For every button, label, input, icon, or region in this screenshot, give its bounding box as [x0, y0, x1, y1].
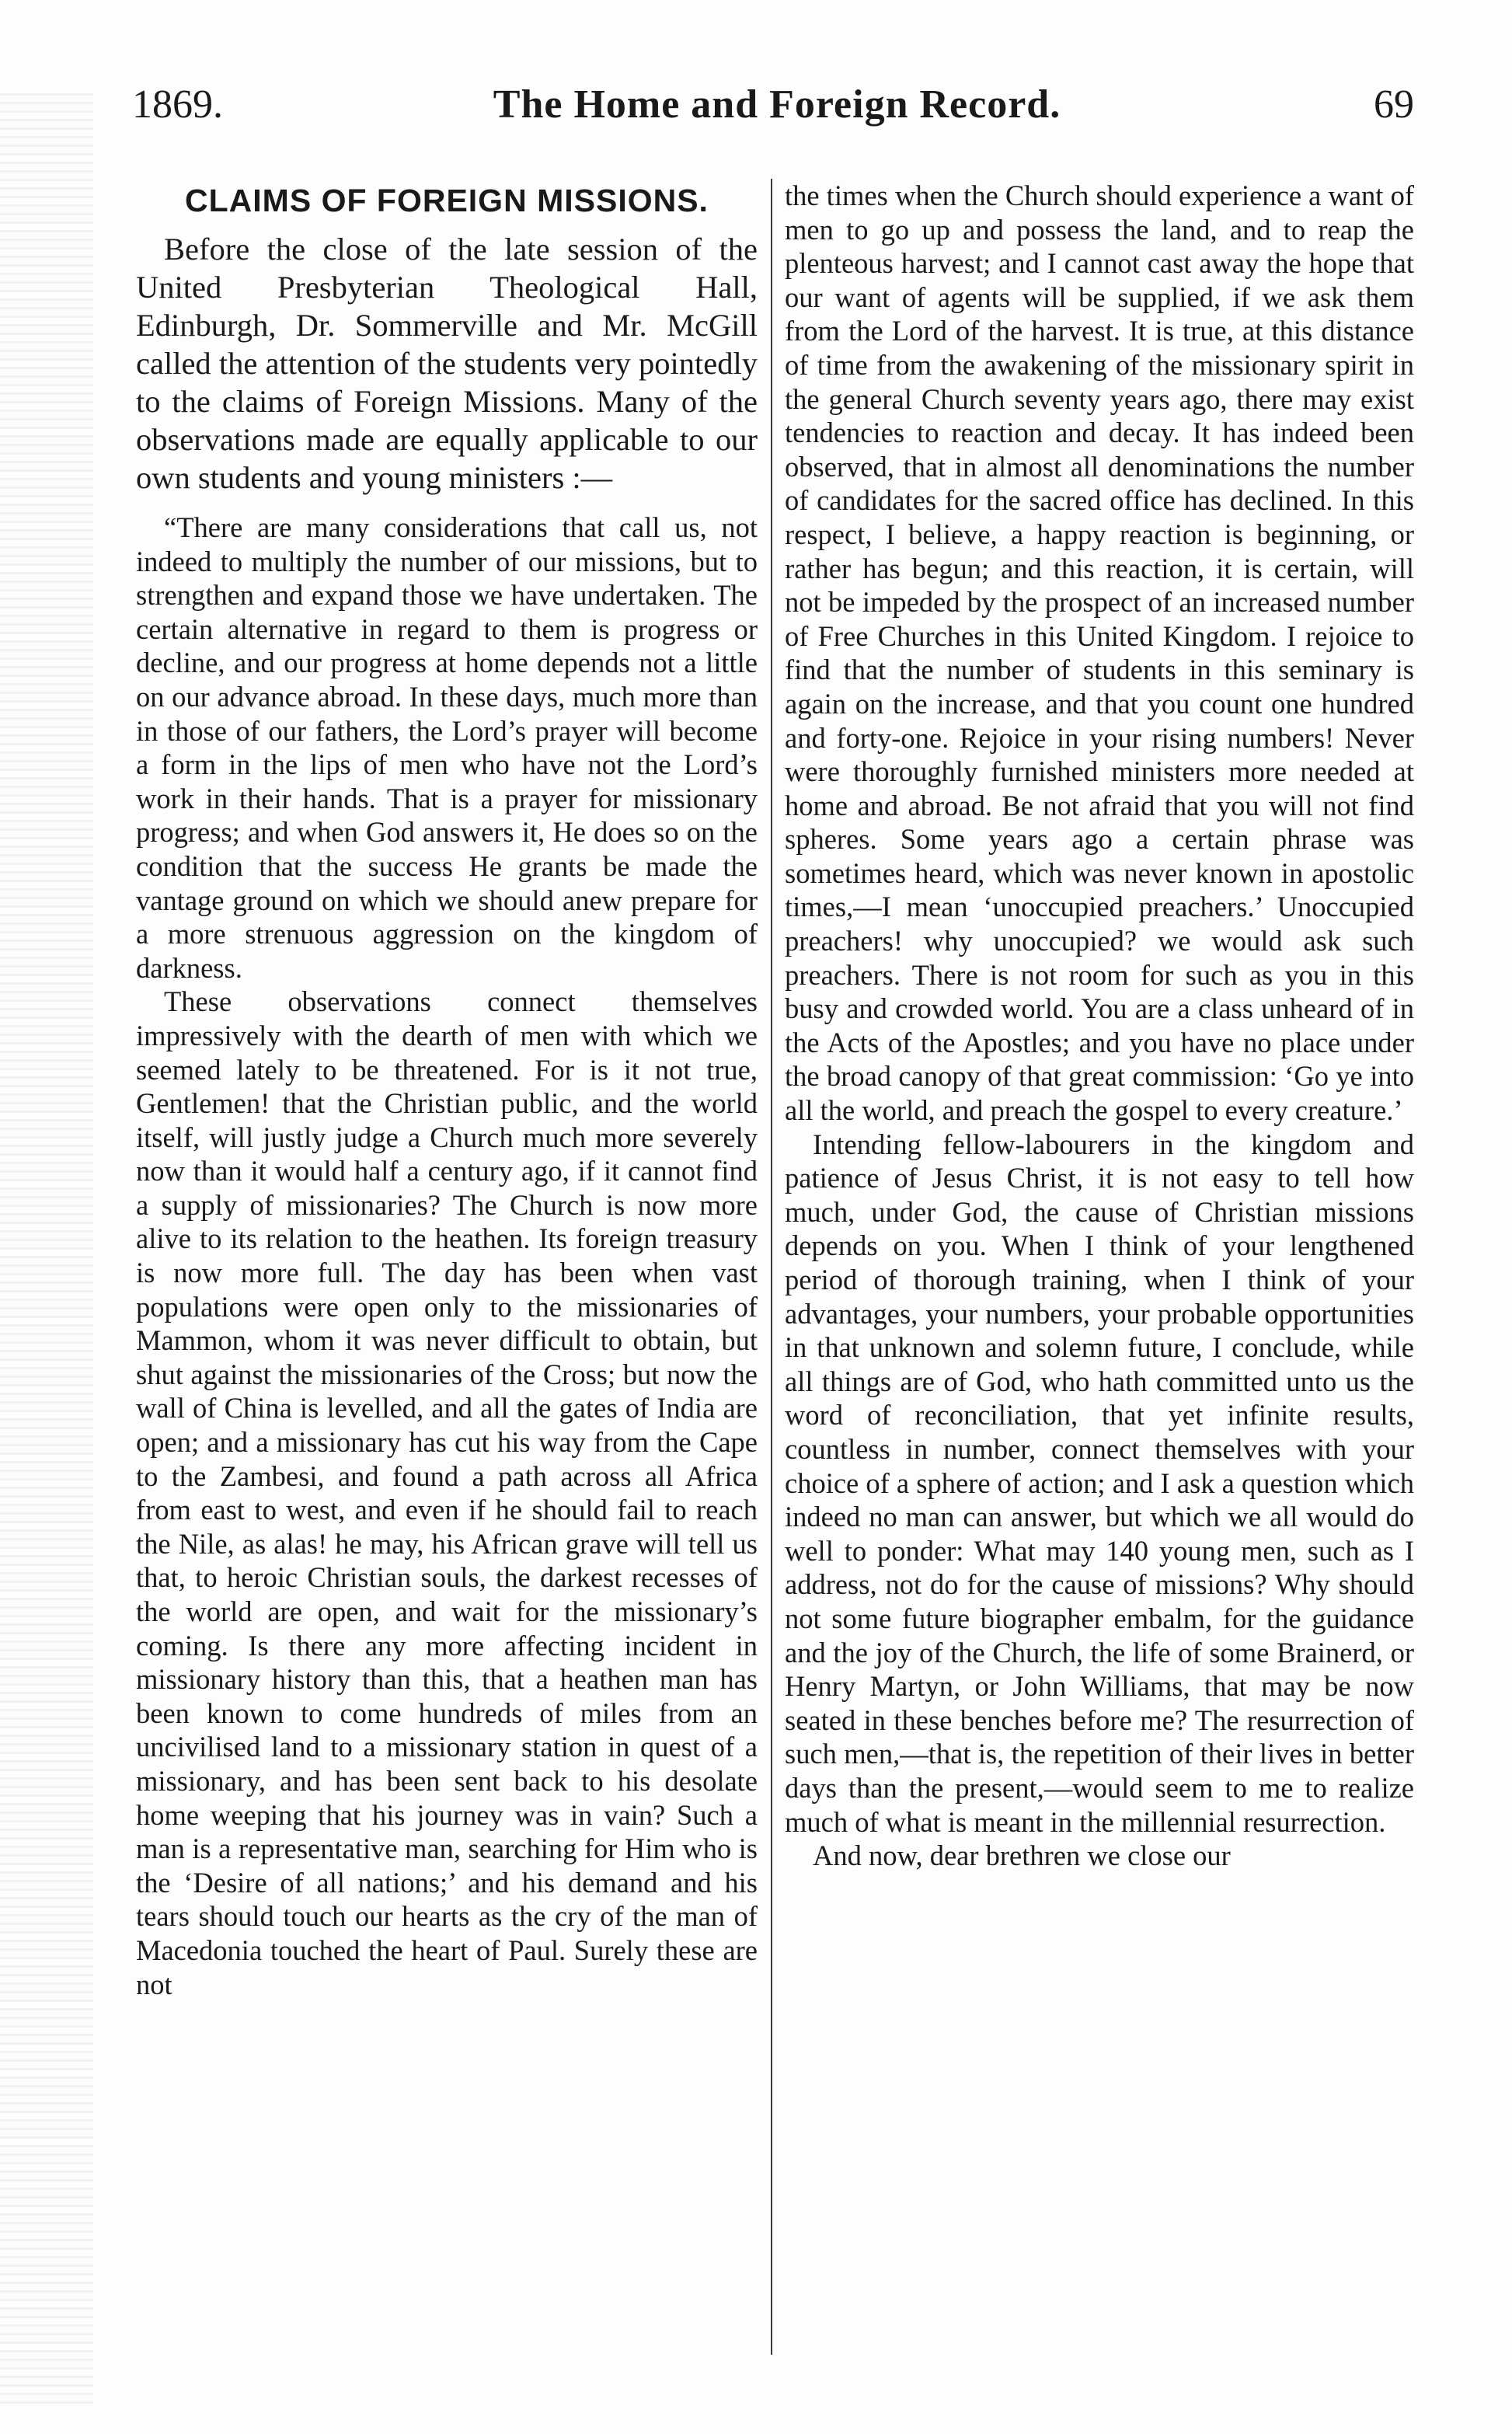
left-column [136, 179, 758, 2409]
header-year: 1869. [132, 82, 223, 127]
paragraph-1: “There are many considerations that call us, not indeed to multiply the number of our missions, but to strengthen and expand those we have undertaken. The certain alternative in regard to them is progress or decline, and our progress at home depends not a little on our advance abroad. In these days, much more than in those of our fathers, the Lord’s prayer will become a form in the lips of men who have not the Lord’s work in their hands. That is a prayer for missionary progress; and when God answers it, He does so on the condition that the success He grants be made the vantage ground on which we should anew prepare for a more strenuous aggression on the kingdom of darkness. [136, 511, 758, 984]
paragraph-2-continued: the times when the Church should experience a want of men to go up and possess the land, and to reap the plenteous harvest; and I cannot cast away the hope that our want of agents will be supplied, if we ask them from the Lord of the harvest. It is true, at this distance of time from the awakening of the missionary spirit in the general Church seventy years ago, there may exist tendencies to reaction and decay. It has indeed been observed, that in almost all denominations the number of candidates for the sacred office has declined. In this respect, I believe, a happy reaction is beginning, or rather has begun; and this reaction, it is certain, will not be impeded by the prospect of an increased number of Free Churches in this United Kingdom. I rejoice to find that the number of students in this seminary is again on the increase, and that you count one hundred and forty-one. Rejoice in your rising numbers! Never were thoroughly furnished ministers more needed at home and abroad. Be not afraid that you will not find spheres. Some years ago a certain phrase was sometimes heard, which was never known in apostolic times,—I mean ‘unoccupied preachers.’ Unoccupied preachers! why unoccupied? we would ask such preachers. There is not room for such as you in this busy and crowded world. You are a class unheard of in the Acts of the Apostles; and you have no place under the broad canopy of that great commission: ‘Go ye into all the world, and preach the gospel to every creature.’ [785, 180, 1414, 1127]
article-intro: Before the close of the late session of the United Presbyterian Theological Hall, Edinburgh, Dr. Sommerville and Mr. McGill called the attention of the students very pointedly to the claims of Foreign Missions. Many of the observations made are equally applicable to our own students and young ministers :— [136, 232, 758, 495]
paragraph-3: Intending fellow-labourers in the kingdom and patience of Jesus Christ, it is not easy to tell how much, under God, the cause of Christian missions depends on you. When I think of your lengthened period of thorough training, when I think of your advantages, your numbers, your probable opportunities in that unknown and solemn future, I conclude, while all things are of God, who hath committed unto us the word of reconciliation, that yet infinite results, countless in number, connect themselves with your choice of a sphere of action; and I ask a question which indeed no man can answer, but which we all would do well to ponder: What may 140 young men, such as I address, not do for the cause of missions? Why should not some future biographer embalm, for the guidance and the joy of the Church, the life of some Brainerd, or Henry Martyn, or John Williams, that may be now seated in these benches before me? The resurrection of such men,—that is, the repetition of their lives in better days than the present,—would seem to me to realize much of what is meant in the millennial resurrection. [785, 1128, 1414, 1838]
paragraph-2: These observations connect themselves impressively with the dearth of men with which we seemed lately to be threatened. For is it not true, Gentlemen! that the Christian public, and the world itself, will justly judge a Church much more severely now than it would half a century ago, if it cannot find a supply of missionaries? The Church is now more alive to its relation to the heathen. Its foreign treasury is now more full. The day has been when vast populations were open only to the missionaries of Mammon, whom it was never difficult to obtain, but shut against the missionaries of the Cross; but now the wall of China is levelled, and all the gates of India are open; and a missionary has cut his way from the Cape to the Zambesi, and found a path across all Africa from east to west, and even if he should fail to reach the Nile, as alas! he may, his African grave will tell us that, to heroic Christian souls, the darkest recesses of the world are open, and wait for the missionary’s coming. Is there any more affecting incident in missionary history than this, that a heathen man has been known to come hundreds of miles from an uncivilised land to a missionary station in quest of a missionary, and has been sent back to his desolate home weeping that his journey was in vain? Such a man is a representative man, searching for Him who is the ‘Desire of all nations;’ and his demand and his tears should touch our hearts as the cry of the man of Macedonia touched the heart of Paul. Surely these are not [136, 985, 758, 2000]
right-column [785, 179, 1414, 2409]
article-title: CLAIMS OF FOREIGN MISSIONS. [185, 183, 709, 218]
running-header [132, 82, 1414, 144]
header-publication-title: The Home and Foreign Record. [493, 82, 1061, 127]
header-page-number: 69 [1374, 82, 1414, 127]
paragraph-4: And now, dear brethren we close our [813, 1839, 1231, 1872]
scanned-page-edge [0, 93, 93, 2409]
column-divider [771, 179, 772, 2355]
